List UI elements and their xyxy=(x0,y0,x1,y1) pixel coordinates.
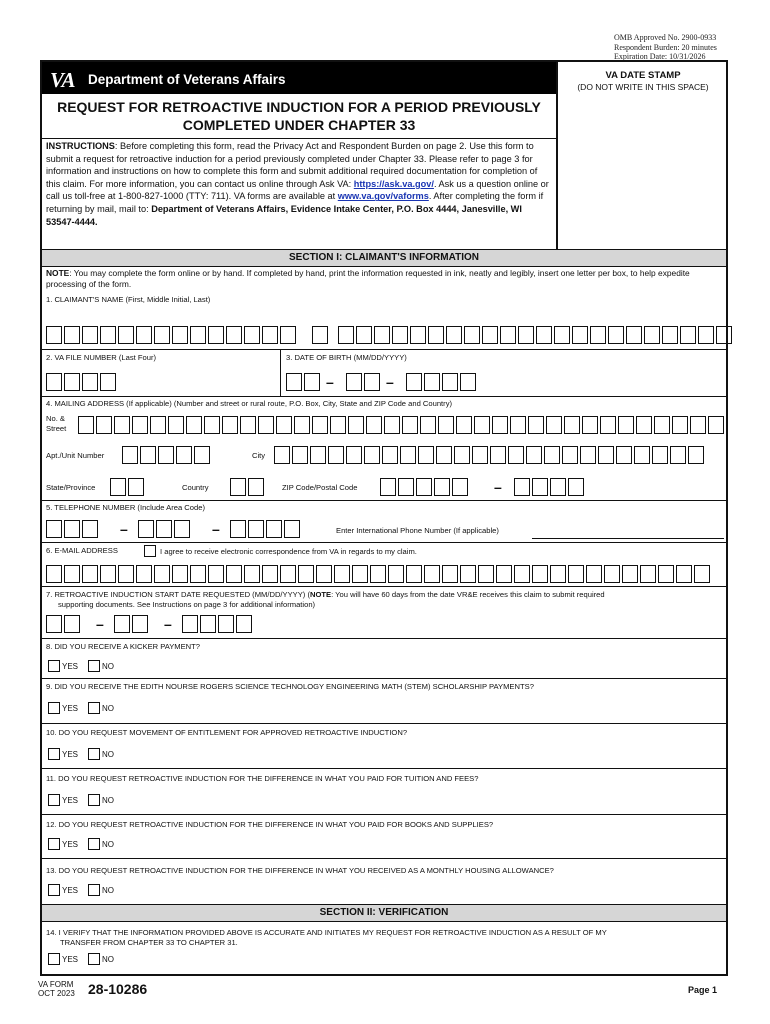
instructions-text: : Before completing this form, read the Privacy Act and Respondent Burden on page 2. Use this form to submit a request for retroactive induction for a period previously completed under Chapter 33. Please refer to page 3 for information and instructions on how to complete this form and submit additional required documentation for completion of this claim. For more information, you can contact us online through Ask VA: xyxy=(46,141,538,189)
divider xyxy=(42,723,726,724)
q8-no-checkbox[interactable] xyxy=(88,660,100,672)
q12-options: YES NO xyxy=(48,838,114,850)
section2-header: SECTION II: VERIFICATION xyxy=(42,904,726,922)
q11-yes-checkbox[interactable] xyxy=(48,794,60,806)
q9-yes-checkbox[interactable] xyxy=(48,702,60,714)
q4-label: 4. MAILING ADDRESS (If applicable) (Number and street or rural route, P.O. Box, City, State and ZIP Code and Country) xyxy=(46,399,453,408)
respondent-burden: Respondent Burden: 20 minutes xyxy=(614,42,717,52)
section1-header: SECTION I: CLAIMANT'S INFORMATION xyxy=(42,249,726,267)
q14-yes-checkbox[interactable] xyxy=(48,953,60,965)
q12-no-checkbox[interactable] xyxy=(88,838,100,850)
stamp-subtitle: (DO NOT WRITE IN THIS SPACE) xyxy=(577,82,709,92)
email-consent xyxy=(144,545,417,557)
street-label xyxy=(46,414,66,434)
email-boxes[interactable] xyxy=(46,565,712,583)
instructions xyxy=(46,140,550,228)
apt-boxes[interactable] xyxy=(122,446,212,464)
phone-line-boxes[interactable] xyxy=(230,520,302,538)
footer-form-label: VA FORM xyxy=(38,980,74,989)
q14-no-checkbox[interactable] xyxy=(88,953,100,965)
divider xyxy=(42,542,726,543)
dash-icon: – xyxy=(120,521,128,537)
q7-text-b: : You will have 60 days from the date VR&E receives this claim to submit required xyxy=(331,590,605,599)
city-label: City xyxy=(252,451,266,460)
omb-info xyxy=(614,33,717,62)
dash-icon: – xyxy=(386,374,394,390)
department-name: Department of Veterans Affairs xyxy=(88,72,286,87)
q3-label: 3. DATE OF BIRTH (MM/DD/YYYY) xyxy=(286,353,407,362)
stamp-title: VA DATE STAMP xyxy=(605,70,681,81)
apt-label: Apt./Unit Number xyxy=(46,451,105,460)
va-logo-icon: VA xyxy=(50,68,75,92)
start-day-boxes[interactable] xyxy=(114,615,150,633)
q14-label xyxy=(46,928,607,948)
q9-options: YES NO xyxy=(48,702,114,714)
q12-label: 12. DO YOU REQUEST RETROACTIVE INDUCTION FOR THE DIFFERENCE IN WHAT YOU PAID FOR BOOKS AND SUPPLIES? xyxy=(46,820,494,829)
divider xyxy=(280,350,281,396)
dob-month-boxes[interactable] xyxy=(286,373,322,391)
q10-yes-checkbox[interactable] xyxy=(48,748,60,760)
q7-label xyxy=(46,590,605,610)
q7-note-label: NOTE xyxy=(309,590,332,599)
vaforms-link[interactable]: www.va.gov/vaforms xyxy=(337,191,429,202)
dash-icon: – xyxy=(326,374,334,390)
first-name-boxes[interactable] xyxy=(46,326,298,344)
divider xyxy=(42,396,726,397)
q7-text-c: supporting documents. See Instructions on page 3 for additional information) xyxy=(58,600,316,609)
divider xyxy=(42,138,556,139)
q14-text-b: TRANSFER FROM CHAPTER 33 TO CHAPTER 31. xyxy=(60,938,238,947)
ask-va-link[interactable]: https://ask.va.gov/ xyxy=(353,178,434,189)
q12-yes-checkbox[interactable] xyxy=(48,838,60,850)
divider xyxy=(42,768,726,769)
start-month-boxes[interactable] xyxy=(46,615,82,633)
q11-options: YES NO xyxy=(48,794,114,806)
q2-label: 2. VA FILE NUMBER (Last Four) xyxy=(46,353,156,362)
q11-label: 11. DO YOU REQUEST RETROACTIVE INDUCTION FOR THE DIFFERENCE IN WHAT YOU PAID FOR TUITION AND FEES? xyxy=(46,774,479,783)
va-header-bar xyxy=(42,62,556,94)
instructions-text-2: . Ask us a question online or call us toll-free at 1-800-827-1000 (TTY: 711). VA forms are available at xyxy=(46,178,549,202)
dob-year-boxes[interactable] xyxy=(406,373,478,391)
state-label: State/Province xyxy=(46,483,96,492)
intl-phone-input[interactable] xyxy=(532,538,724,539)
q10-no-checkbox[interactable] xyxy=(88,748,100,760)
q9-label: 9. DID YOU RECEIVE THE EDITH NOURSE ROGERS SCIENCE TECHNOLOGY ENGINEERING MATH (STEM) SCHOLARSHIP PAYMENTS? xyxy=(46,682,534,691)
street-label-1: No. & xyxy=(46,414,65,423)
q9-no-checkbox[interactable] xyxy=(88,702,100,714)
form-number: 28-10286 xyxy=(88,981,148,997)
form-title xyxy=(42,98,556,134)
divider xyxy=(42,586,726,587)
q13-yes-checkbox[interactable] xyxy=(48,884,60,896)
q10-options: YES NO xyxy=(48,748,114,760)
mailing-address: Department of Veterans Affairs, Evidence Intake Center, P.O. Box 4444, Janesville, WI 53547-4444. xyxy=(46,203,522,227)
street-label-2: Street xyxy=(46,424,67,433)
q13-no-checkbox[interactable] xyxy=(88,884,100,896)
dash-icon: – xyxy=(164,616,172,632)
form-frame xyxy=(40,60,728,976)
country-boxes[interactable] xyxy=(230,478,266,496)
expiration-date: Expiration Date: 10/31/2026 xyxy=(614,52,706,61)
q7-text-a: 7. RETROACTIVE INDUCTION START DATE REQUESTED (MM/DD/YYYY) ( xyxy=(46,590,310,599)
divider xyxy=(42,858,726,859)
dob-day-boxes[interactable] xyxy=(346,373,382,391)
zip-label: ZIP Code/Postal Code xyxy=(282,483,358,492)
form-title-line1: REQUEST FOR RETROACTIVE INDUCTION FOR A PERIOD PREVIOUSLY xyxy=(57,99,541,115)
q8-options: YES NO xyxy=(48,660,114,672)
divider xyxy=(42,349,726,350)
area-code-boxes[interactable] xyxy=(46,520,100,538)
phone-prefix-boxes[interactable] xyxy=(138,520,192,538)
divider xyxy=(42,500,726,501)
last-name-boxes[interactable] xyxy=(338,326,734,344)
note-label: NOTE xyxy=(46,268,70,278)
street-boxes[interactable] xyxy=(78,416,726,434)
city-boxes[interactable] xyxy=(274,446,706,464)
q5-label: 5. TELEPHONE NUMBER (Include Area Code) xyxy=(46,503,205,512)
instructions-label: INSTRUCTIONS xyxy=(46,141,115,151)
zip-boxes[interactable] xyxy=(380,478,470,496)
middle-initial-box[interactable] xyxy=(312,326,330,344)
q14-text-a: 14. I VERIFY THAT THE INFORMATION PROVIDED ABOVE IS ACCURATE AND INITIATES MY REQUEST FOR RETROACTIVE INDUCTION AS A RESULT OF MY xyxy=(46,928,607,937)
q11-no-checkbox[interactable] xyxy=(88,794,100,806)
divider xyxy=(42,638,726,639)
q8-yes-checkbox[interactable] xyxy=(48,660,60,672)
email-consent-label: I agree to receive electronic correspondence from VA in regards to my claim. xyxy=(160,546,417,556)
q10-label: 10. DO YOU REQUEST MOVEMENT OF ENTITLEMENT FOR APPROVED RETROACTIVE INDUCTION? xyxy=(46,728,408,737)
dash-icon: – xyxy=(212,521,220,537)
q8-label: 8. DID YOU RECEIVE A KICKER PAYMENT? xyxy=(46,642,201,651)
footer-date: OCT 2023 xyxy=(38,989,75,998)
omb-number: OMB Approved No. 2900-0933 xyxy=(614,33,717,42)
q13-label: 13. DO YOU REQUEST RETROACTIVE INDUCTION FOR THE DIFFERENCE IN WHAT YOU RECEIVED AS A MONTHLY HOUSING ALLOWANCE? xyxy=(46,866,554,875)
divider xyxy=(42,678,726,679)
q6-label: 6. E-MAIL ADDRESS xyxy=(46,546,118,555)
page-number: Page 1 xyxy=(688,985,718,995)
va-date-stamp-area xyxy=(556,62,728,256)
q13-options: YES NO xyxy=(48,884,114,896)
section1-note xyxy=(46,268,722,290)
zip-ext-boxes[interactable] xyxy=(514,478,586,496)
note-text: : You may complete the form online or by hand. If completed by hand, print the information requested in ink, neatly and legibly, insert one letter per box, to help expedite processing of the form. xyxy=(46,268,690,289)
state-boxes[interactable] xyxy=(110,478,146,496)
dash-icon: – xyxy=(494,479,502,495)
divider xyxy=(42,814,726,815)
instructions-text-3: . After completing the form if returning by mail, mail to: xyxy=(46,191,544,214)
country-label: Country xyxy=(182,483,209,492)
q14-options: YES NO xyxy=(48,953,114,965)
email-consent-checkbox[interactable] xyxy=(144,545,156,557)
start-year-boxes[interactable] xyxy=(182,615,254,633)
va-file-number-boxes[interactable] xyxy=(46,373,118,391)
form-title-line2: COMPLETED UNDER CHAPTER 33 xyxy=(182,117,416,133)
dash-icon: – xyxy=(96,616,104,632)
intl-phone-label: Enter International Phone Number (If applicable) xyxy=(336,526,499,535)
q1-label: 1. CLAIMANT'S NAME (First, Middle Initial, Last) xyxy=(46,295,211,304)
form-footer-id xyxy=(38,980,75,998)
